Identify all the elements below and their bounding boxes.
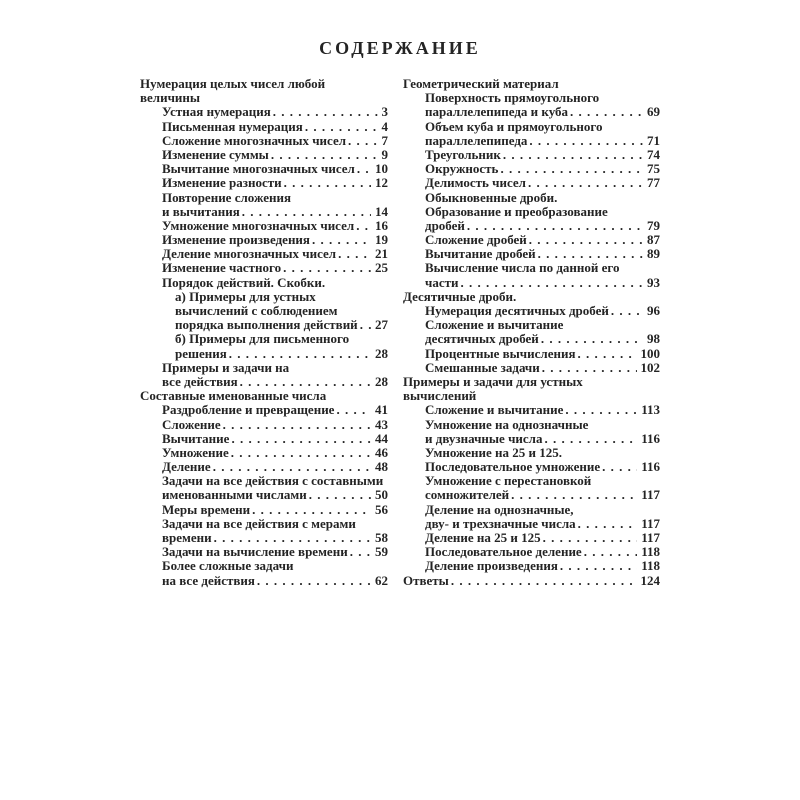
dot-leader (271, 105, 378, 119)
page-number: 21 (375, 246, 388, 262)
toc-entry-text: Последовательное деление (425, 544, 582, 560)
dot-leader (227, 347, 371, 361)
toc-line (140, 191, 388, 205)
dot-leader (575, 347, 636, 361)
page-number: 27 (375, 317, 388, 333)
page-number: 117 (641, 515, 660, 531)
dot-leader (465, 219, 643, 233)
toc-line (140, 276, 388, 290)
toc-entry-text: параллелепипеда и куба (425, 104, 569, 120)
dot-leader (229, 446, 371, 460)
toc-entry-text: Умножение с перестановкой (425, 473, 592, 489)
toc-line (140, 574, 388, 588)
toc-entry-text: части (425, 274, 459, 290)
toc-section-header (140, 91, 388, 105)
dot-leader (303, 120, 378, 134)
dot-leader (558, 559, 637, 573)
dot-leader (238, 375, 371, 389)
toc-line (140, 517, 388, 531)
toc-section-header (403, 389, 660, 403)
toc-line (403, 347, 660, 361)
toc-entry-text: Изменение частного (162, 260, 282, 276)
toc-entry-text: Вычитание дробей (425, 246, 536, 262)
page-number: 46 (375, 444, 388, 460)
toc-line (140, 205, 388, 219)
page-number: 59 (375, 544, 388, 560)
dot-leader (250, 503, 371, 517)
toc-entry-text: Задачи на вычисление времени (162, 544, 348, 560)
page-number: 69 (647, 104, 660, 120)
toc-line (140, 488, 388, 502)
toc-entry-text: Окружность (425, 161, 499, 177)
dot-leader (536, 247, 643, 261)
page-number: 79 (647, 217, 660, 233)
toc-line (403, 219, 660, 233)
toc-entry-text: Умножение на однозначные (425, 416, 589, 432)
toc-entry-text: Повторение сложения (162, 189, 291, 205)
toc-entry-text: Меры времени (162, 501, 251, 517)
toc-line (403, 304, 660, 318)
page-number: 43 (375, 416, 388, 432)
page-number: 48 (375, 459, 388, 475)
toc-line (140, 134, 388, 148)
page-number: 113 (641, 402, 660, 418)
toc-line (140, 304, 388, 318)
toc-entry-text: вычислений с соблюдением (175, 303, 338, 318)
toc-entry-text: Порядок действий. Скобки. (162, 274, 326, 290)
toc-section-header (140, 77, 388, 91)
toc-line (140, 148, 388, 162)
page-number: 116 (641, 459, 660, 475)
toc-entry-text: Смешанные задачи (425, 359, 540, 375)
toc-line (403, 474, 660, 488)
toc-entry-text: Объем куба и прямоугольного (425, 118, 603, 134)
dot-leader (458, 276, 643, 290)
toc-entry-text: и двузначные числа (425, 430, 543, 446)
toc-entry-text: Примеры и задачи на (162, 359, 290, 375)
dot-leader (212, 531, 371, 545)
toc-line (140, 176, 388, 190)
dot-leader (336, 247, 371, 261)
dot-leader (282, 176, 371, 190)
page-number: 58 (375, 530, 388, 545)
page-number: 25 (375, 260, 388, 276)
dot-leader (354, 219, 371, 233)
toc-line (140, 559, 388, 573)
dot-leader (600, 460, 637, 474)
toc-entry-text: Сложение и вычитание (425, 317, 564, 333)
toc-entry-text: Задачи на все действия с мерами (162, 515, 356, 531)
toc-line (403, 261, 660, 275)
toc-entry-text: Примеры и задачи для устных (403, 373, 583, 389)
toc-entry-text: б) Примеры для письменного (175, 331, 350, 347)
toc-line (403, 148, 660, 162)
page-number: 118 (641, 544, 660, 560)
dot-leader (358, 318, 371, 332)
toc-line (403, 361, 660, 375)
dot-leader (221, 418, 371, 432)
toc-line (140, 531, 388, 545)
toc-line (403, 247, 660, 261)
dot-leader (576, 517, 638, 531)
dot-leader (568, 105, 643, 119)
toc-entry-text: десятичных дробей (425, 331, 539, 347)
toc-entry-text: Умножение многозначных чисел (162, 217, 355, 233)
toc-line (140, 347, 388, 361)
page-number: 96 (647, 303, 660, 318)
page-number: 7 (381, 132, 388, 148)
toc-line (403, 503, 660, 517)
toc-column-left (140, 77, 388, 588)
toc-line (140, 446, 388, 460)
page-number: 87 (647, 232, 660, 248)
toc-entry-text: Деление на 25 и 125 (425, 530, 541, 545)
toc-line (140, 219, 388, 233)
page-number: 98 (647, 331, 660, 347)
toc-entry-text: параллелепипеда (425, 132, 528, 148)
toc-entry-text: Ответы (403, 572, 449, 588)
toc-entry-text: именованными числами (162, 487, 307, 503)
toc-entry-text: Деление многозначных чисел (162, 246, 337, 262)
toc-entry-text: Сложение дробей (425, 232, 527, 248)
toc-entry-text: все действия (162, 373, 238, 389)
page-number: 74 (647, 146, 660, 162)
toc-entry-text: Деление на однозначные, (425, 501, 574, 517)
toc-line (140, 318, 388, 332)
dot-leader (281, 261, 371, 275)
page-number: 89 (647, 246, 660, 262)
page-number: 16 (375, 217, 388, 233)
toc-entry-text: дву- и трехзначные числа (425, 515, 576, 531)
dot-leader (449, 574, 637, 588)
toc-entry-text: Обыкновенные дроби. (425, 189, 558, 205)
toc-line (403, 176, 660, 190)
page-number: 4 (381, 118, 388, 134)
page-number: 117 (641, 530, 660, 545)
toc-entry-text: Деление произведения (425, 558, 558, 574)
toc-line (140, 332, 388, 346)
toc-entry-text: сомножителей (425, 487, 510, 503)
toc-entry-text: Вычисление числа по данной его (425, 260, 620, 276)
dot-leader (355, 162, 371, 176)
dot-leader (527, 233, 643, 247)
page-number: 12 (375, 175, 388, 191)
toc-entry-text: Сложение (162, 416, 221, 432)
toc-entry-text: а) Примеры для устных (175, 288, 316, 304)
toc-line (403, 134, 660, 148)
dot-leader (542, 432, 637, 446)
toc-line (140, 545, 388, 559)
dot-leader (509, 488, 637, 502)
page-number: 28 (375, 373, 388, 389)
page-number: 118 (641, 558, 660, 574)
toc-entry-text: дробей (425, 217, 465, 233)
dot-leader (527, 134, 643, 148)
toc-entry-text: на все действия (162, 572, 255, 588)
toc-entry-text: Деление (162, 459, 211, 475)
toc-entry-text: Письменная нумерация (162, 118, 303, 134)
toc-line (140, 503, 388, 517)
toc-line (403, 162, 660, 176)
toc-line (140, 233, 388, 247)
toc-line (403, 418, 660, 432)
dot-leader (541, 531, 638, 545)
dot-leader (255, 574, 371, 588)
toc-line (403, 559, 660, 573)
dot-leader (563, 403, 637, 417)
toc-entry-text: Умножение (162, 444, 229, 460)
dot-leader (348, 545, 371, 559)
toc-line (403, 276, 660, 290)
toc-section-header (403, 290, 660, 304)
toc-entry-text: Процентные вычисления (425, 345, 576, 361)
toc-line (403, 105, 660, 119)
toc-section-header (403, 574, 660, 588)
toc-entry-text: Поверхность прямоугольного (425, 90, 600, 106)
toc-entry-text: Нумерация целых чисел любой (140, 76, 326, 91)
toc-entry-text: Изменение суммы (162, 146, 269, 162)
toc-line (403, 446, 660, 460)
toc-line (403, 191, 660, 205)
page-number: 102 (640, 359, 660, 375)
page-number: 3 (381, 104, 388, 120)
toc-line (403, 403, 660, 417)
dot-leader (307, 488, 371, 502)
toc-entry-text: Нумерация десятичных дробей (425, 303, 609, 318)
toc-entry-text: Треугольник (425, 146, 501, 162)
toc-entry-text: Делимость чисел (425, 175, 526, 191)
page-number: 62 (375, 572, 388, 588)
toc-entry-text: Составные именованные числа (140, 388, 327, 404)
toc-line (403, 488, 660, 502)
page-number: 28 (375, 345, 388, 361)
toc-line (403, 332, 660, 346)
toc-section-header (403, 77, 660, 91)
dot-leader (609, 304, 643, 318)
dot-leader (269, 148, 378, 162)
toc-line (403, 205, 660, 219)
dot-leader (240, 205, 371, 219)
toc-line (140, 403, 388, 417)
toc-line (140, 474, 388, 488)
toc-entry-text: Изменение разности (162, 175, 282, 191)
toc-entry-text: Вычитание многозначных чисел (162, 161, 355, 177)
page-number: 56 (375, 501, 388, 517)
toc-line (403, 531, 660, 545)
toc-line (403, 517, 660, 531)
toc-entry-text: Сложение и вычитание (425, 402, 564, 418)
toc-entry-text: вычислений (403, 388, 477, 404)
toc-line (403, 120, 660, 134)
dot-leader (539, 332, 643, 346)
page-number: 93 (647, 274, 660, 290)
page-number: 100 (640, 345, 660, 361)
toc-entry-text: Образование и преобразование (425, 203, 608, 219)
dot-leader (526, 176, 643, 190)
toc-entry-text: Сложение многозначных чисел (162, 132, 347, 148)
toc-line (140, 361, 388, 375)
toc-section-header (140, 389, 388, 403)
toc-line (403, 545, 660, 559)
toc-entry-text: Десятичные дроби. (403, 288, 517, 304)
toc-column-right (403, 77, 660, 588)
toc-line (140, 460, 388, 474)
toc-entry-text: Более сложные задачи (162, 558, 294, 574)
toc-entry-text: Изменение произведения (162, 232, 310, 248)
dot-leader (346, 134, 377, 148)
toc-entry-text: Умножение на 25 и 125. (425, 444, 563, 460)
page-number: 19 (375, 232, 388, 248)
toc-line (403, 460, 660, 474)
toc-line (140, 247, 388, 261)
toc-entry-text: Вычитание (162, 430, 230, 446)
dot-leader (498, 162, 643, 176)
dot-leader (501, 148, 643, 162)
page-number: 41 (375, 402, 388, 418)
toc-entry-text: Задачи на все действия с составными (162, 473, 384, 489)
toc-line (140, 105, 388, 119)
dot-leader (334, 403, 371, 417)
toc-line (403, 233, 660, 247)
toc-entry-text: и вычитания (162, 203, 240, 219)
page-number: 71 (647, 132, 660, 148)
toc-line (140, 375, 388, 389)
dot-leader (310, 233, 371, 247)
page-number: 14 (375, 203, 388, 219)
dot-leader (582, 545, 637, 559)
dot-leader (211, 460, 371, 474)
toc-entry-text: Последовательное умножение (425, 459, 601, 475)
page-number: 9 (381, 146, 388, 162)
toc-line (140, 162, 388, 176)
page-title: СОДЕРЖАНИЕ (319, 38, 481, 58)
toc-line (140, 120, 388, 134)
dot-leader (229, 432, 371, 446)
dot-leader (540, 361, 637, 375)
toc-line (140, 418, 388, 432)
toc-entry-text: порядка выполнения действий (175, 317, 358, 333)
toc-entry-text: Раздробление и превращение (162, 402, 335, 418)
toc-entry-text: Устная нумерация (162, 104, 271, 120)
page-number: 50 (375, 487, 388, 503)
toc-line (140, 261, 388, 275)
page-number: 75 (647, 161, 660, 177)
toc-line (403, 318, 660, 332)
toc-line (403, 432, 660, 446)
toc-entry-text: времени (162, 530, 212, 545)
page-number: 44 (375, 430, 388, 446)
toc-line (140, 290, 388, 304)
toc-line (140, 432, 388, 446)
page-number: 77 (647, 175, 660, 191)
page-number: 124 (640, 572, 660, 588)
page-number: 116 (641, 430, 660, 446)
toc-entry-text: величины (140, 90, 201, 106)
toc-entry-text: решения (175, 345, 227, 361)
toc-line (403, 91, 660, 105)
page-number: 117 (641, 487, 660, 503)
toc-entry-text: Геометрический материал (403, 76, 559, 91)
page-number: 10 (375, 161, 388, 177)
toc-section-header (403, 375, 660, 389)
